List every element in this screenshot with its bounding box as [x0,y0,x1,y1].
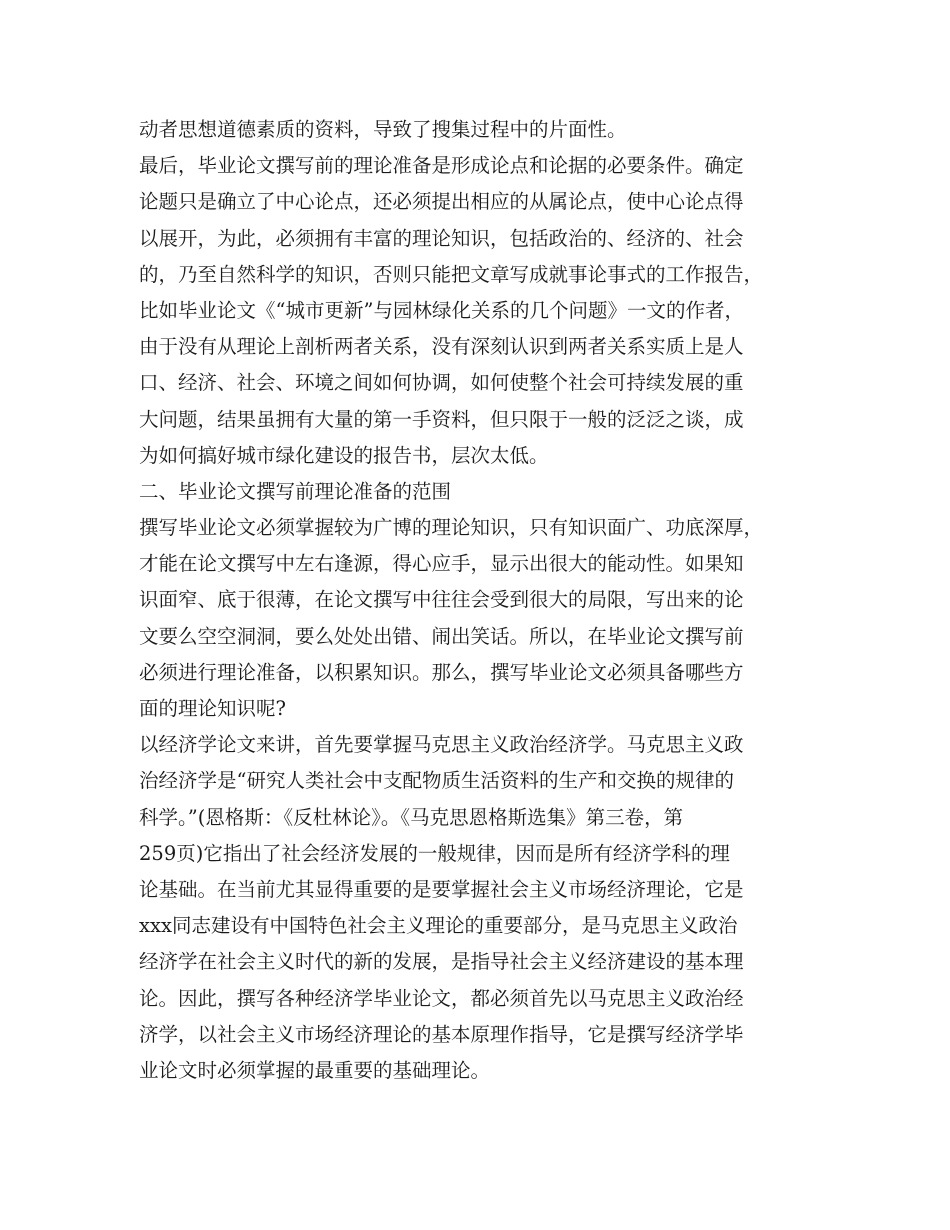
text-line: 的，乃至自然科学的知识，否则只能把文章写成就事论事式的工作报告， [139,262,764,286]
text-line: 由于没有从理论上剖析两者关系，没有深刻认识到两者关系实质上是人 [139,335,744,359]
text-line: 撰写毕业论文必须掌握较为广博的理论知识，只有知识面广、功底深厚， [139,516,764,540]
text-line: 文要么空空洞洞，要么处处出错、闹出笑话。所以，在毕业论文撰写前 [139,624,744,648]
text-line: 识面窄、底于很薄，在论文撰写中往往会受到很大的局限，写出来的论 [139,588,744,612]
text-line: 治经济学是“研究人类社会中支配物质生活资料的生产和交换的规律的 [139,769,734,793]
text-line: xxx同志建设有中国特色社会主义理论的重要部分，是马克思主义政治 [139,914,738,938]
text-line: 必须进行理论准备，以积累知识。那么，撰写毕业论文必须具备哪些方 [139,660,744,684]
text-line: 论题只是确立了中心论点，还必须提出相应的从属论点，使中心论点得 [139,190,744,214]
text-line: 口、经济、社会、环境之间如何协调，如何使整个社会可持续发展的重 [139,371,744,395]
text-line: 科学。”(恩格斯：《反杜林论》。《马克思恩格斯选集》第三卷，第 [139,805,684,829]
document-body [139,112,829,1089]
text-line: 业论文时必须掌握的最重要的基础理论。 [139,1058,491,1082]
text-line: 论基础。在当前尤其显得重要的是要掌握社会主义市场经济理论，它是 [139,877,744,901]
text-line: 动者思想道德素质的资料，导致了搜集过程中的片面性。 [139,118,627,141]
text-line: 论。因此，撰写各种经济学毕业论文，都必须首先以马克思主义政治经 [139,986,744,1010]
section-heading: 二、毕业论文撰写前理论准备的范围 [139,479,452,503]
text-line: 以经济学论文来讲，首先要掌握马克思主义政治经济学。马克思主义政 [139,733,744,757]
text-line: 经济学在社会主义时代的新的发展，是指导社会主义经济建设的基本理 [139,950,744,974]
text-line: 比如毕业论文《“城市更新”与园林绿化关系的几个问题》一文的作者， [139,298,744,322]
text-line: 以展开，为此，必须拥有丰富的理论知识，包括政治的、经济的、社会 [139,226,744,250]
text-line: 面的理论知识呢? [139,697,286,720]
text-line: 最后，毕业论文撰写前的理论准备是形成论点和论据的必要条件。确定 [139,154,744,178]
text-line: 大问题，结果虽拥有大量的第一手资料，但只限于一般的泛泛之谈，成 [139,407,744,431]
text-line: 259页)它指出了社会经济发展的一般规律，因而是所有经济学科的理 [139,841,730,865]
text-line: 才能在论文撰写中左右逢源，得心应手，显示出很大的能动性。如果知 [139,552,744,576]
text-line: 为如何搞好城市绿化建设的报告书，层次太低。 [139,443,549,467]
text-line: 济学，以社会主义市场经济理论的基本原理作指导，它是撰写经济学毕 [139,1022,744,1046]
